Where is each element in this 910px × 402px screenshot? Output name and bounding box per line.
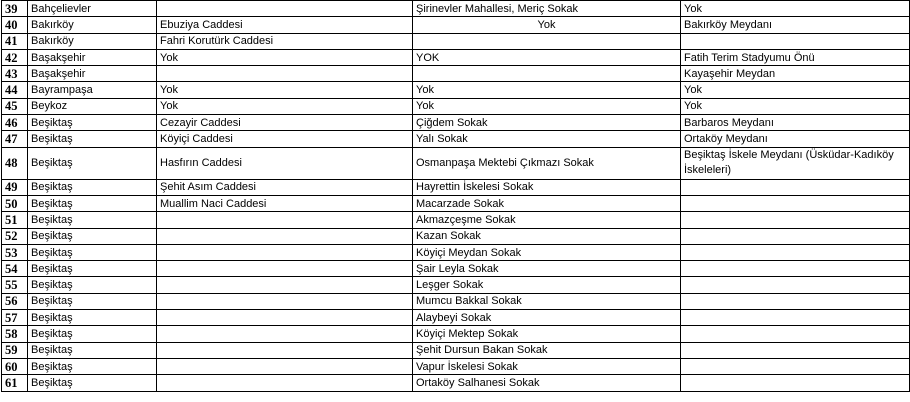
avenue-cell: Ebuziya Caddesi (157, 17, 413, 33)
table-row (2, 131, 910, 147)
district-cell: Beşiktaş (28, 228, 157, 244)
avenue-cell: Muallim Naci Caddesi (157, 195, 413, 211)
street-cell: Yalı Sokak (413, 131, 681, 147)
table-row (2, 277, 910, 293)
avenue-cell (157, 358, 413, 374)
district-cell: Bayrampaşa (28, 82, 157, 98)
district-cell: Başakşehir (28, 49, 157, 65)
avenue-cell (157, 66, 413, 82)
street-cell: Köyiçi Mektep Sokak (413, 326, 681, 342)
table-row (2, 147, 910, 179)
district-cell: Beykoz (28, 98, 157, 114)
avenue-cell (157, 277, 413, 293)
street-cell: Leşger Sokak (413, 277, 681, 293)
avenue-cell (157, 310, 413, 326)
row-number: 40 (2, 17, 28, 33)
row-number: 47 (2, 131, 28, 147)
street-cell: YOK (413, 49, 681, 65)
avenue-cell (157, 261, 413, 277)
avenue-cell: Yok (157, 49, 413, 65)
district-cell: Beşiktaş (28, 375, 157, 391)
table-row (2, 212, 910, 228)
table-row (2, 179, 910, 195)
street-cell: Çiğdem Sokak (413, 115, 681, 131)
table-row (2, 261, 910, 277)
street-cell: Mumcu Bakkal Sokak (413, 293, 681, 309)
row-number: 51 (2, 212, 28, 228)
row-number: 49 (2, 179, 28, 195)
square-cell (681, 33, 910, 49)
square-cell (681, 326, 910, 342)
district-cell: Bahçelievler (28, 1, 157, 17)
district-cell: Beşiktaş (28, 293, 157, 309)
street-cell: Osmanpaşa Mektebi Çıkmazı Sokak (413, 147, 681, 179)
table-row (2, 33, 910, 49)
street-cell: Hayrettin İskelesi Sokak (413, 179, 681, 195)
square-cell (681, 212, 910, 228)
street-cell: Yok (413, 82, 681, 98)
row-number: 60 (2, 358, 28, 374)
avenue-cell (157, 1, 413, 17)
avenue-cell (157, 212, 413, 228)
row-number: 41 (2, 33, 28, 49)
row-number: 39 (2, 1, 28, 17)
row-number: 54 (2, 261, 28, 277)
row-number: 52 (2, 228, 28, 244)
avenue-cell (157, 342, 413, 358)
table-row (2, 293, 910, 309)
table-row (2, 228, 910, 244)
avenue-cell: Yok (157, 98, 413, 114)
district-cell: Beşiktaş (28, 212, 157, 228)
table-row (2, 82, 910, 98)
table-row (2, 195, 910, 211)
street-cell: Akmazçeşme Sokak (413, 212, 681, 228)
street-cell: Ortaköy Salhanesi Sokak (413, 375, 681, 391)
avenue-cell: Yok (157, 82, 413, 98)
district-cell: Beşiktaş (28, 195, 157, 211)
street-cell: Şair Leyla Sokak (413, 261, 681, 277)
row-number: 58 (2, 326, 28, 342)
street-cell (413, 33, 681, 49)
avenue-cell: Cezayir Caddesi (157, 115, 413, 131)
district-cell: Beşiktaş (28, 326, 157, 342)
avenue-cell (157, 375, 413, 391)
table-row (2, 49, 910, 65)
district-cell: Beşiktaş (28, 261, 157, 277)
square-cell (681, 375, 910, 391)
square-cell (681, 195, 910, 211)
table-row (2, 310, 910, 326)
table-row (2, 17, 910, 33)
table-row (2, 326, 910, 342)
district-cell: Beşiktaş (28, 244, 157, 260)
table-row (2, 375, 910, 391)
square-cell: Beşiktaş İskele Meydanı (Üsküdar-Kadıköy İskeleleri) (681, 147, 910, 179)
row-number: 45 (2, 98, 28, 114)
square-cell: Kayaşehir Meydan (681, 66, 910, 82)
square-cell (681, 244, 910, 260)
square-cell: Barbaros Meydanı (681, 115, 910, 131)
district-cell: Beşiktaş (28, 115, 157, 131)
square-cell (681, 310, 910, 326)
avenue-cell: Fahri Korutürk Caddesi (157, 33, 413, 49)
row-number: 42 (2, 49, 28, 65)
district-cell: Bakırköy (28, 33, 157, 49)
table-row (2, 1, 910, 17)
square-cell: Yok (681, 82, 910, 98)
row-number: 59 (2, 342, 28, 358)
row-number: 43 (2, 66, 28, 82)
avenue-cell (157, 228, 413, 244)
square-cell (681, 358, 910, 374)
street-cell: Yok (413, 17, 681, 33)
street-cell: Yok (413, 98, 681, 114)
street-cell: Köyiçi Meydan Sokak (413, 244, 681, 260)
district-cell: Beşiktaş (28, 147, 157, 179)
row-number: 57 (2, 310, 28, 326)
street-cell (413, 66, 681, 82)
row-number: 50 (2, 195, 28, 211)
street-cell: Alaybeyi Sokak (413, 310, 681, 326)
locations-table (1, 0, 910, 392)
table-row (2, 66, 910, 82)
square-cell: Yok (681, 1, 910, 17)
square-cell (681, 342, 910, 358)
district-cell: Beşiktaş (28, 131, 157, 147)
square-cell (681, 261, 910, 277)
table-row (2, 98, 910, 114)
row-number: 46 (2, 115, 28, 131)
square-cell: Ortaköy Meydanı (681, 131, 910, 147)
square-cell (681, 293, 910, 309)
district-cell: Beşiktaş (28, 179, 157, 195)
street-cell: Şirinevler Mahallesi, Meriç Sokak (413, 1, 681, 17)
avenue-cell: Köyiçi Caddesi (157, 131, 413, 147)
square-cell: Yok (681, 98, 910, 114)
table-row (2, 358, 910, 374)
square-cell: Fatih Terim Stadyumu Önü (681, 49, 910, 65)
table-row (2, 115, 910, 131)
district-cell: Bakırköy (28, 17, 157, 33)
avenue-cell: Hasfırın Caddesi (157, 147, 413, 179)
avenue-cell: Şehit Asım Caddesi (157, 179, 413, 195)
row-number: 48 (2, 147, 28, 179)
street-cell: Macarzade Sokak (413, 195, 681, 211)
street-cell: Şehit Dursun Bakan Sokak (413, 342, 681, 358)
district-cell: Beşiktaş (28, 277, 157, 293)
table-row (2, 244, 910, 260)
avenue-cell (157, 293, 413, 309)
square-cell (681, 277, 910, 293)
district-cell: Başakşehir (28, 66, 157, 82)
street-cell: Vapur İskelesi Sokak (413, 358, 681, 374)
district-cell: Beşiktaş (28, 310, 157, 326)
avenue-cell (157, 326, 413, 342)
square-cell (681, 228, 910, 244)
square-cell: Bakırköy Meydanı (681, 17, 910, 33)
row-number: 61 (2, 375, 28, 391)
district-cell: Beşiktaş (28, 358, 157, 374)
row-number: 56 (2, 293, 28, 309)
district-cell: Beşiktaş (28, 342, 157, 358)
row-number: 53 (2, 244, 28, 260)
street-cell: Kazan Sokak (413, 228, 681, 244)
row-number: 55 (2, 277, 28, 293)
avenue-cell (157, 244, 413, 260)
table-row (2, 342, 910, 358)
square-cell (681, 179, 910, 195)
row-number: 44 (2, 82, 28, 98)
